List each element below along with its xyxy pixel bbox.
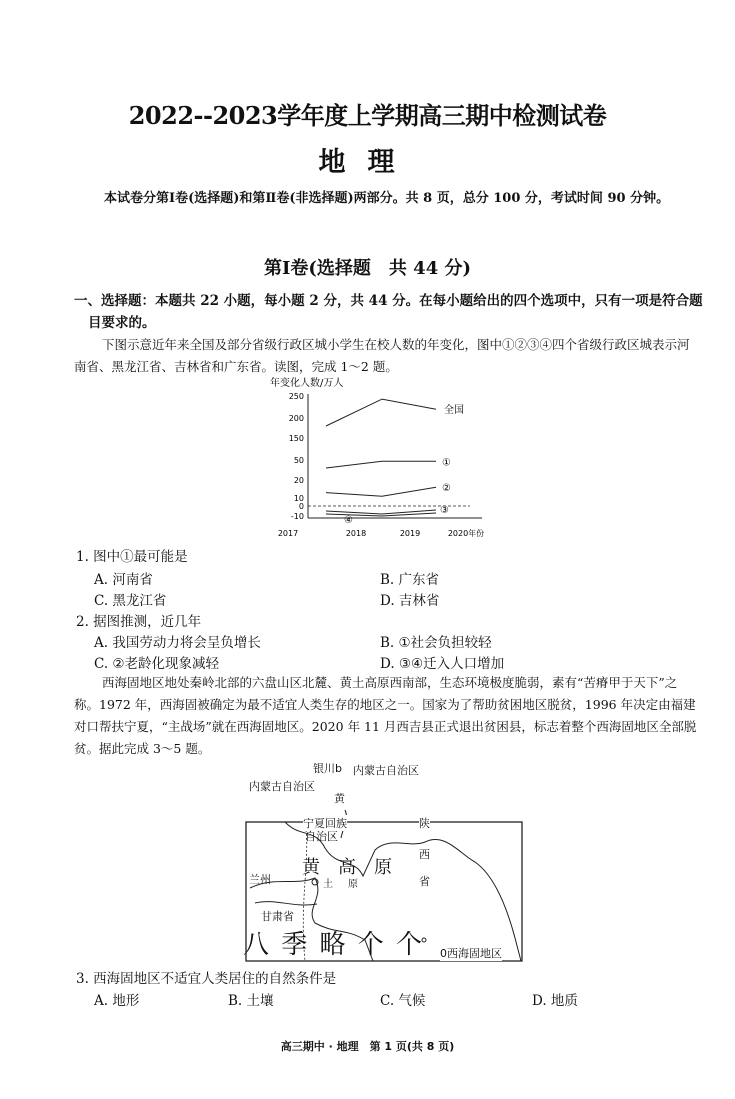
subject-title: 地理 xyxy=(318,147,417,178)
y-tick-label: 150 xyxy=(288,434,304,443)
y-tick-label: 50 xyxy=(293,456,304,465)
lanzhou-river xyxy=(255,902,317,905)
series-label: ④ xyxy=(344,515,353,526)
passage-1: 下图示意近年来全国及部分省级行政区城小学生在校人数的年变化，图中①②③④四个省级行政区城表示河南省、黑龙江省、吉林省和广东省。读图，完成 1～2 题。 xyxy=(74,337,690,374)
exam-title: 2022--2023学年度上学期高三期中检测试卷 xyxy=(128,101,607,130)
q3-option-c[interactable]: C. 气候 xyxy=(380,993,426,1009)
section-title: 第Ⅰ卷(选择题 共 44 分) xyxy=(263,258,472,279)
y-tick-label: 200 xyxy=(288,414,304,423)
y-tick-label: 250 xyxy=(288,392,304,401)
q2-option-d[interactable]: D. ③④迁入人口增加 xyxy=(380,656,505,672)
series-line xyxy=(326,461,436,468)
q3-option-d[interactable]: D. 地质 xyxy=(532,993,578,1009)
y-tick-label: 0 xyxy=(298,502,304,511)
series-label: ② xyxy=(442,483,451,495)
passage-2: 西海固地区地处秦岭北部的六盘山区北麓、黄土高原西南部，生态环境极度脆弱，素有“苦瘠甲于天下”之称。1972 年，西海固被确定为最不适宜人类生存的地区之一。国家为了帮助贫困地区脱贫，1996 年决定由福建对口帮扶宁夏，“主战场”就在西海固地区。2020 年 11 月西吉县正式退出贫困县，标志着整个西海固地区全部脱贫。据此完成 3～5 题。 xyxy=(74,675,697,756)
page-footer: 高三期中 · 地理 第 1 页(共 8 页) xyxy=(280,1040,455,1053)
x-tick-label: 2020年份 xyxy=(447,529,485,538)
y-tick-label: -10 xyxy=(290,512,304,521)
map-label-yinchuan: 银川b xyxy=(313,762,342,775)
map-label-inner-mongolia-2: 内蒙古自治区 xyxy=(249,780,315,793)
map-label-tu: 土 xyxy=(323,879,333,890)
q1-option-d[interactable]: D. 吉林省 xyxy=(380,593,440,609)
series-label: ③ xyxy=(440,505,449,516)
q2-option-b[interactable]: B. ①社会负担较轻 xyxy=(380,635,492,651)
q1-option-c[interactable]: C. 黑龙江省 xyxy=(94,593,167,609)
part-instruction: 一、选择题：本题共 22 小题，每小题 2 分，共 44 分。在每小题给出的四个选项中，只有一项是符合题目要求的。 xyxy=(74,293,703,331)
series-label: 全国 xyxy=(444,405,464,417)
map-label-sheng: 省 xyxy=(419,875,430,888)
map-label-shaan: 陕 xyxy=(419,817,430,830)
map-legend-xihaigu: 0西海固地区 xyxy=(440,947,502,960)
q3-stem: 3. 西海固地区不适宜人类居住的自然条件是 xyxy=(76,971,337,987)
q2-option-a[interactable]: A. 我国劳动力将会呈负增长 xyxy=(94,635,261,651)
map-label-gansu: 甘肃省 xyxy=(261,910,294,923)
map-label-lanzhou: 兰州 xyxy=(249,873,271,886)
exam-intro: 本试卷分第Ⅰ卷(选择题)和第Ⅱ卷(非选择题)两部分。共 8 页，总分 100 分，考试时间 90 分钟。 xyxy=(104,191,670,206)
map-label-inner-mongolia-1: 内蒙古自治区 xyxy=(353,764,419,777)
map-label-xi: 西 xyxy=(419,848,430,861)
map-label-huang: 黄 xyxy=(334,792,345,805)
series-label: ① xyxy=(442,457,451,469)
y-tick-label: 10 xyxy=(293,494,304,503)
series-line xyxy=(326,399,436,426)
q3-option-b[interactable]: B. 土壤 xyxy=(228,993,274,1009)
chart-ylabel: 年变化人数/万人 xyxy=(270,378,344,389)
q1-stem: 1. 图中①最可能是 xyxy=(76,549,188,565)
series-line xyxy=(326,487,436,496)
map-label-yuan: 原 xyxy=(348,879,358,890)
q2-option-c[interactable]: C. ②老龄化现象减轻 xyxy=(94,656,220,672)
q2-stem: 2. 据图推测，近几年 xyxy=(76,614,202,630)
x-tick-label: 2018 xyxy=(345,529,367,538)
map-label-ningxia-2: 自治区 xyxy=(305,830,338,843)
xihaigu-map xyxy=(245,758,525,963)
series-line xyxy=(326,510,436,514)
map-label-loess-plateau: 黄 高 原 xyxy=(302,857,392,878)
map-label-ningxia-1: 宁夏回族 xyxy=(303,817,347,830)
y-tick-label: 20 xyxy=(293,476,304,485)
q3-option-a[interactable]: A. 地形 xyxy=(94,993,140,1009)
population-change-chart xyxy=(260,376,510,540)
x-tick-label: 2019 xyxy=(399,529,421,538)
q1-option-b[interactable]: B. 广东省 xyxy=(380,572,440,588)
q1-option-a[interactable]: A. 河南省 xyxy=(94,572,153,588)
map-overlay-glyphs: 八 季 略 个 个 xyxy=(243,930,425,960)
x-tick-label: 2017 xyxy=(277,529,299,538)
